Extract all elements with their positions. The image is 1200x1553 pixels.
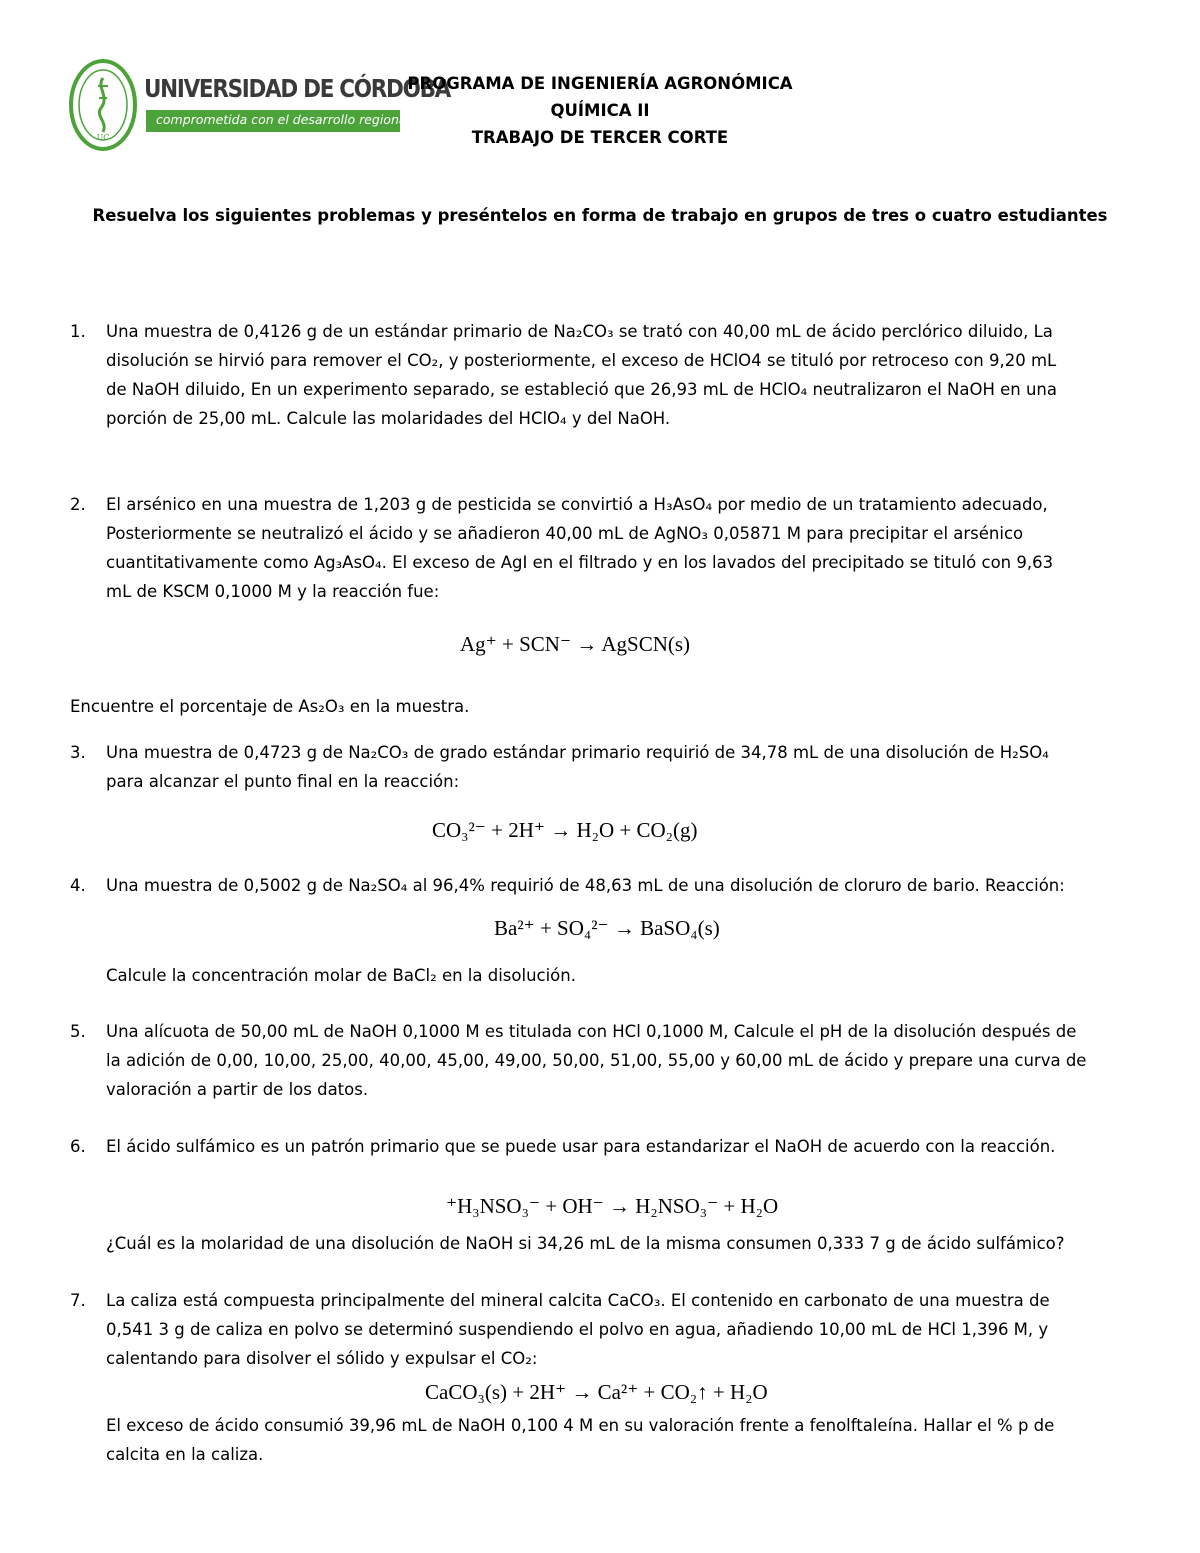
problem-number: 4.: [70, 876, 86, 895]
problem-line: mL de KSCM 0,1000 M y la reacción fue:: [106, 582, 440, 601]
problem-line: de NaOH diluido, En un experimento separado, se estableció que 26,93 mL de HClO₄ neutralizaron el NaOH en una: [106, 380, 1058, 399]
logo-title: UNIVERSIDAD DE CÓRDOBA: [144, 74, 451, 103]
problem-line: El ácido sulfámico es un patrón primario que se puede usar para estandarizar el NaOH de acuerdo con la reacción.: [106, 1137, 1056, 1156]
problem-line: El arsénico en una muestra de 1,203 g de pesticida se convirtió a H₃AsO₄ por medio de un tratamiento adecuado,: [106, 495, 1048, 514]
problem-line: la adición de 0,00, 10,00, 25,00, 40,00, 45,00, 49,00, 50,00, 51,00, 55,00 y 60,00 mL de ácido y prepare una curva de: [106, 1051, 1087, 1070]
problem-7-line: El exceso de ácido consumió 39,96 mL de NaOH 0,100 4 M en su valoración frente a fenolftaleína. Hallar el % p de: [106, 1416, 1055, 1435]
problem-number: 7.: [70, 1291, 86, 1310]
problem-line: Una muestra de 0,5002 g de Na₂SO₄ al 96,4% requirió de 48,63 mL de una disolución de cloruro de bario. Reacción:: [106, 876, 1065, 895]
work-title: TRABAJO DE TERCER CORTE: [471, 128, 729, 147]
instructions: Resuelva los siguientes problemas y preséntelos en forma de trabajo en grupos de tres o cuatro estudiantes: [92, 206, 1108, 225]
equation-4: Ba²⁺ + SO₄²⁻ → BaSO₄(s): [494, 916, 720, 940]
problem-line: cuantitativamente como Ag₃AsO₄. El exceso de AgI en el filtrado y en los lavados del precipitado se tituló con 9,63: [106, 553, 1054, 572]
problem-4-question: Calcule la concentración molar de BaCl₂ en la disolución.: [106, 966, 576, 985]
problem-line: disolución se hirvió para remover el CO₂, y posteriormente, el exceso de HClO4 se tituló por retroceso con 9,20 mL: [106, 351, 1057, 370]
problem-line: Una alícuota de 50,00 mL de NaOH 0,1000 M es titulada con HCl 0,1000 M, Calcule el pH de la disolución después de: [106, 1022, 1077, 1041]
problem-number: 2.: [70, 495, 86, 514]
problem-line: calentando para disolver el sólido y expulsar el CO₂:: [106, 1349, 538, 1368]
logo-tagline: comprometida con el desarrollo regional: [156, 112, 411, 127]
problem-7-line: calcita en la caliza.: [106, 1445, 264, 1464]
problem-line: Una muestra de 0,4723 g de Na₂CO₃ de grado estándar primario requirió de 34,78 mL de una disolución de H₂SO₄: [106, 743, 1049, 762]
equation-7: CaCO₃(s) + 2H⁺ → Ca²⁺ + CO₂↑ + H₂O: [425, 1380, 768, 1404]
problem-line: porción de 25,00 mL. Calcule las molaridades del HClO₄ y del NaOH.: [106, 409, 671, 428]
university-seal-icon: [68, 58, 138, 152]
equation-2: Ag⁺ + SCN⁻ → AgSCN(s): [460, 632, 691, 656]
problem-line: para alcanzar el punto final en la reacción:: [106, 772, 460, 791]
equation-3: CO₃²⁻ + 2H⁺ → H₂O + CO₂(g): [432, 818, 698, 842]
problem-line: Posteriormente se neutralizó el ácido y se añadieron 40,00 mL de AgNO₃ 0,05871 M para precipitar el arsénico: [106, 524, 1024, 543]
problem-number: 5.: [70, 1022, 86, 1041]
problem-2-question: Encuentre el porcentaje de As₂O₃ en la muestra.: [70, 697, 470, 716]
university-logo: [68, 58, 451, 154]
problem-number: 3.: [70, 743, 86, 762]
problem-line: Una muestra de 0,4126 g de un estándar primario de Na₂CO₃ se trató con 40,00 mL de ácido perclórico diluido, La: [106, 322, 1053, 341]
problem-line: 0,541 3 g de caliza en polvo se determinó suspendiendo el polvo en agua, añadiendo 10,00 mL de HCl 1,396 M, y: [106, 1320, 1049, 1339]
problem-line: La caliza está compuesta principalmente del mineral calcita CaCO₃. El contenido en carbonato de una muestra de: [106, 1291, 1050, 1310]
program-title: PROGRAMA DE INGENIERÍA AGRONÓMICA: [407, 74, 793, 93]
svg-text:UC: UC: [96, 133, 110, 142]
problem-number: 6.: [70, 1137, 86, 1156]
course-title: QUÍMICA II: [550, 101, 650, 120]
problem-6-question: ¿Cuál es la molaridad de una disolución de NaOH si 34,26 mL de la misma consumen 0,333 7 g de ácido sulfámico?: [106, 1234, 1065, 1253]
problem-number: 1.: [70, 322, 86, 341]
problem-line: valoración a partir de los datos.: [106, 1080, 369, 1099]
equation-6: ⁺H₃NSO₃⁻ + OH⁻ → H₂NSO₃⁻ + H₂O: [446, 1194, 779, 1218]
